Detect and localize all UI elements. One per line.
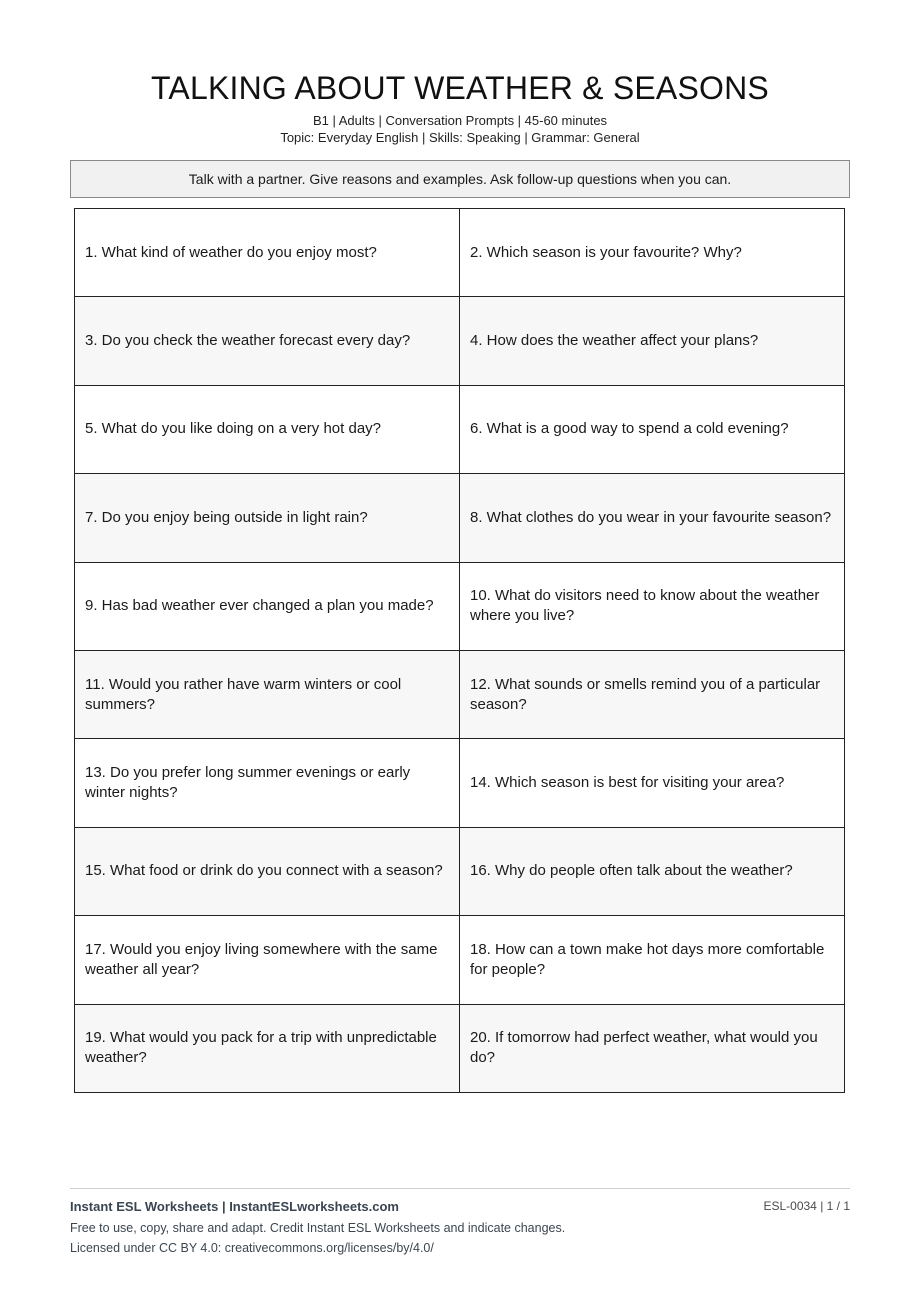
question-cell: 9. Has bad weather ever changed a plan you made?	[75, 563, 460, 651]
question-cell: 8. What clothes do you wear in your favourite season?	[460, 474, 845, 562]
table-row	[75, 209, 845, 297]
question-cell: 2. Which season is your favourite? Why?	[460, 209, 845, 297]
question-cell: 5. What do you like doing on a very hot day?	[75, 386, 460, 474]
question-cell: 20. If tomorrow had perfect weather, what would you do?	[460, 1005, 845, 1093]
worksheet-topic: Topic: Everyday English | Skills: Speaking | Grammar: General	[280, 130, 640, 145]
table-row	[75, 1005, 845, 1093]
question-cell: 6. What is a good way to spend a cold evening?	[460, 386, 845, 474]
table-row	[75, 474, 845, 562]
question-cell: 16. Why do people often talk about the weather?	[460, 828, 845, 916]
question-cell: 3. Do you check the weather forecast every day?	[75, 297, 460, 385]
questions-table	[74, 208, 845, 1093]
license-url-text: Licensed under CC BY 4.0: creativecommons.org/licenses/by/4.0/	[70, 1241, 434, 1255]
table-row	[75, 563, 845, 651]
page-code: ESL-0034 | 1 / 1	[763, 1199, 850, 1213]
question-cell: 11. Would you rather have warm winters or cool summers?	[75, 651, 460, 739]
question-cell: 17. Would you enjoy living somewhere with the same weather all year?	[75, 916, 460, 1004]
footer-brand: Instant ESL Worksheets | InstantESLworksheets.com	[70, 1199, 399, 1214]
question-cell: 1. What kind of weather do you enjoy most?	[75, 209, 460, 297]
question-cell: 19. What would you pack for a trip with unpredictable weather?	[75, 1005, 460, 1093]
question-cell: 14. Which season is best for visiting your area?	[460, 739, 845, 827]
table-row	[75, 916, 845, 1004]
question-cell: 10. What do visitors need to know about the weather where you live?	[460, 563, 845, 651]
table-row	[75, 828, 845, 916]
table-row	[75, 651, 845, 739]
instructions-box	[70, 160, 850, 198]
page-title: TALKING ABOUT WEATHER & SEASONS	[151, 70, 769, 106]
table-row	[75, 297, 845, 385]
worksheet-meta: B1 | Adults | Conversation Prompts | 45-60 minutes	[312, 113, 608, 128]
question-cell: 7. Do you enjoy being outside in light rain?	[75, 474, 460, 562]
question-cell: 4. How does the weather affect your plans?	[460, 297, 845, 385]
table-row	[75, 739, 845, 827]
question-cell: 18. How can a town make hot days more comfortable for people?	[460, 916, 845, 1004]
question-cell: 13. Do you prefer long summer evenings or early winter nights?	[75, 739, 460, 827]
table-row	[75, 386, 845, 474]
instructions-text: Talk with a partner. Give reasons and examples. Ask follow-up questions when you can.	[188, 171, 732, 187]
question-cell: 15. What food or drink do you connect with a season?	[75, 828, 460, 916]
license-text: Free to use, copy, share and adapt. Credit Instant ESL Worksheets and indicate changes.	[70, 1221, 566, 1235]
footer-divider	[70, 1188, 850, 1189]
question-cell: 12. What sounds or smells remind you of a particular season?	[460, 651, 845, 739]
